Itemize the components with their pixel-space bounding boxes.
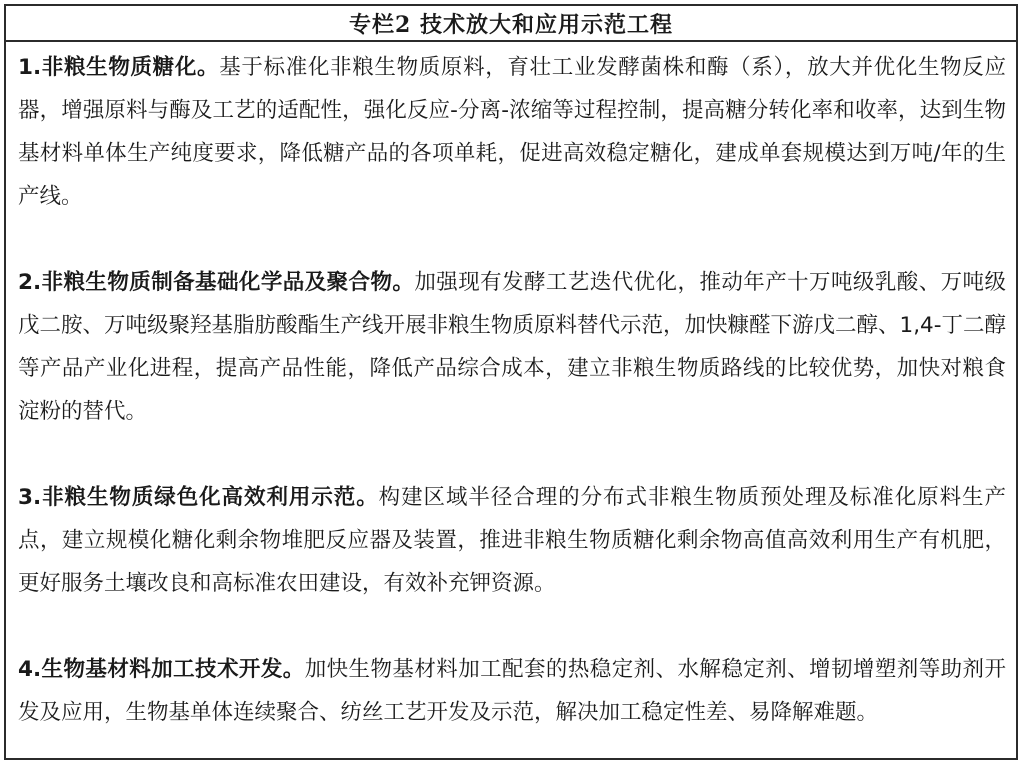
column-box (4, 4, 1018, 760)
item-heading: 1.非粮生物质糖化。 (18, 55, 220, 80)
item-heading: 3.非粮生物质绿色化高效利用示范。 (18, 485, 379, 510)
column-content (6, 42, 1016, 758)
column-title-bar (6, 6, 1016, 42)
item-material-processing (18, 648, 1006, 734)
item-green-utilization (18, 476, 1006, 605)
item-heading: 2.非粮生物质制备基础化学品及聚合物。 (18, 270, 415, 295)
item-heading: 4.生物基材料加工技术开发。 (18, 657, 305, 682)
item-body: 基于标准化非粮生物质原料，育壮工业发酵菌株和酶（系），放大并优化生物反应器，增强原料与酶及工艺的适配性，强化反应-分离-浓缩等过程控制，提高糖分转化率和收率，达到生物基材料单体生产纯度要求，降低糖产品的各项单耗，促进高效稳定糖化，建成单套规模达到万吨/年的生产线。 (18, 55, 1006, 209)
item-saccharification (18, 46, 1006, 218)
item-body: 加快生物基材料加工配套的热稳定剂、水解稳定剂、增韧增塑剂等助剂开发及应用，生物基单体连续聚合、纺丝工艺开发及示范，解决加工稳定性差、易降解难题。 (18, 657, 1006, 725)
item-basic-chemicals (18, 261, 1006, 433)
column-title: 专栏2 技术放大和应用示范工程 (349, 11, 673, 38)
item-body: 加强现有发酵工艺迭代优化，推动年产十万吨级乳酸、万吨级戊二胺、万吨级聚羟基脂肪酸酯生产线开展非粮生物质原料替代示范，加快糠醛下游戊二醇、1,4-丁二醇等产品产业化进程，提高产品性能，降低产品综合成本，建立非粮生物质路线的比较优势，加快对粮食淀粉的替代。 (18, 270, 1006, 424)
item-body: 构建区域半径合理的分布式非粮生物质预处理及标准化原料生产点，建立规模化糖化剩余物堆肥反应器及装置，推进非粮生物质糖化剩余物高值高效利用生产有机肥，更好服务土壤改良和高标准农田建设，有效补充钾资源。 (18, 485, 1006, 596)
